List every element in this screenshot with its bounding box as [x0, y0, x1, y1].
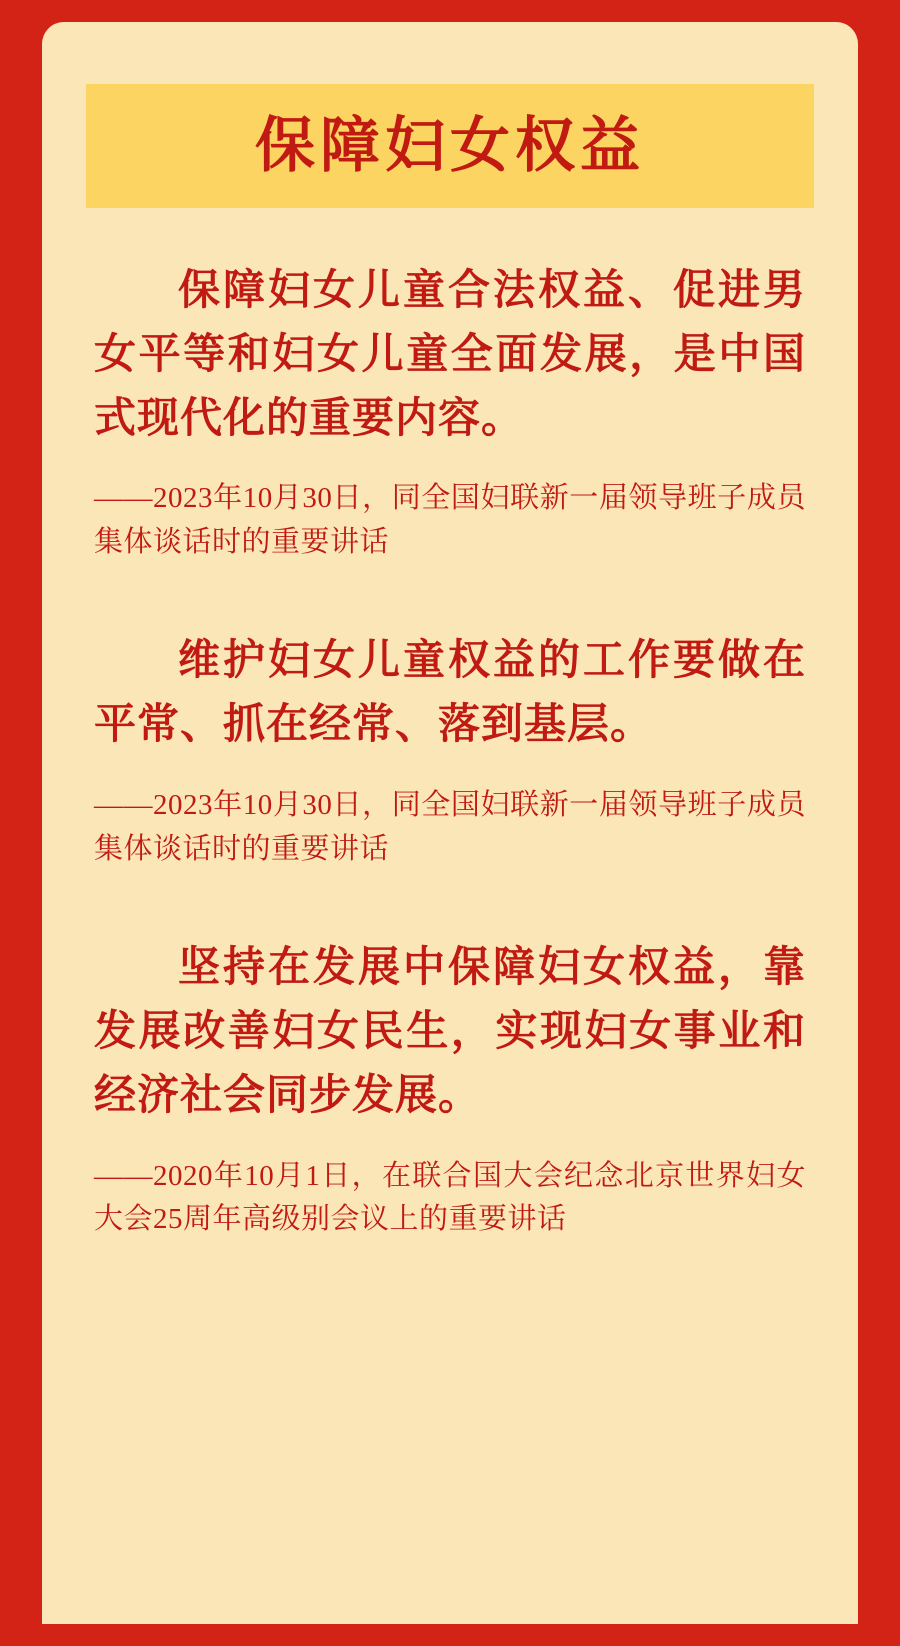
- quote-text: 维护妇女儿童权益的工作要做在平常、抓在经常、落到基层。: [94, 638, 806, 749]
- quote-block: [94, 260, 806, 564]
- quote-source: ——2020年10月1日，在联合国大会纪念北京世界妇女大会25周年高级别会议上的重要讲话: [94, 1159, 806, 1236]
- quotes-container: [42, 260, 858, 1242]
- quote-source: ——2023年10月30日，同全国妇联新一届领导班子成员集体谈话时的重要讲话: [94, 482, 806, 558]
- poster-card: [42, 22, 858, 1624]
- page-title: 保障妇女权益: [255, 112, 645, 179]
- quote-text: 保障妇女儿童合法权益、促进男女平等和妇女儿童全面发展，是中国式现代化的重要内容。: [94, 268, 806, 442]
- quote-text: 坚持在发展中保障妇女权益，靠发展改善妇女民生，实现妇女事业和经济社会同步发展。: [94, 945, 806, 1119]
- quote-source: ——2023年10月30日，同全国妇联新一届领导班子成员集体谈话时的重要讲话: [94, 789, 806, 865]
- quote-block: [94, 937, 806, 1241]
- quote-block: [94, 630, 806, 871]
- title-banner: [86, 84, 814, 208]
